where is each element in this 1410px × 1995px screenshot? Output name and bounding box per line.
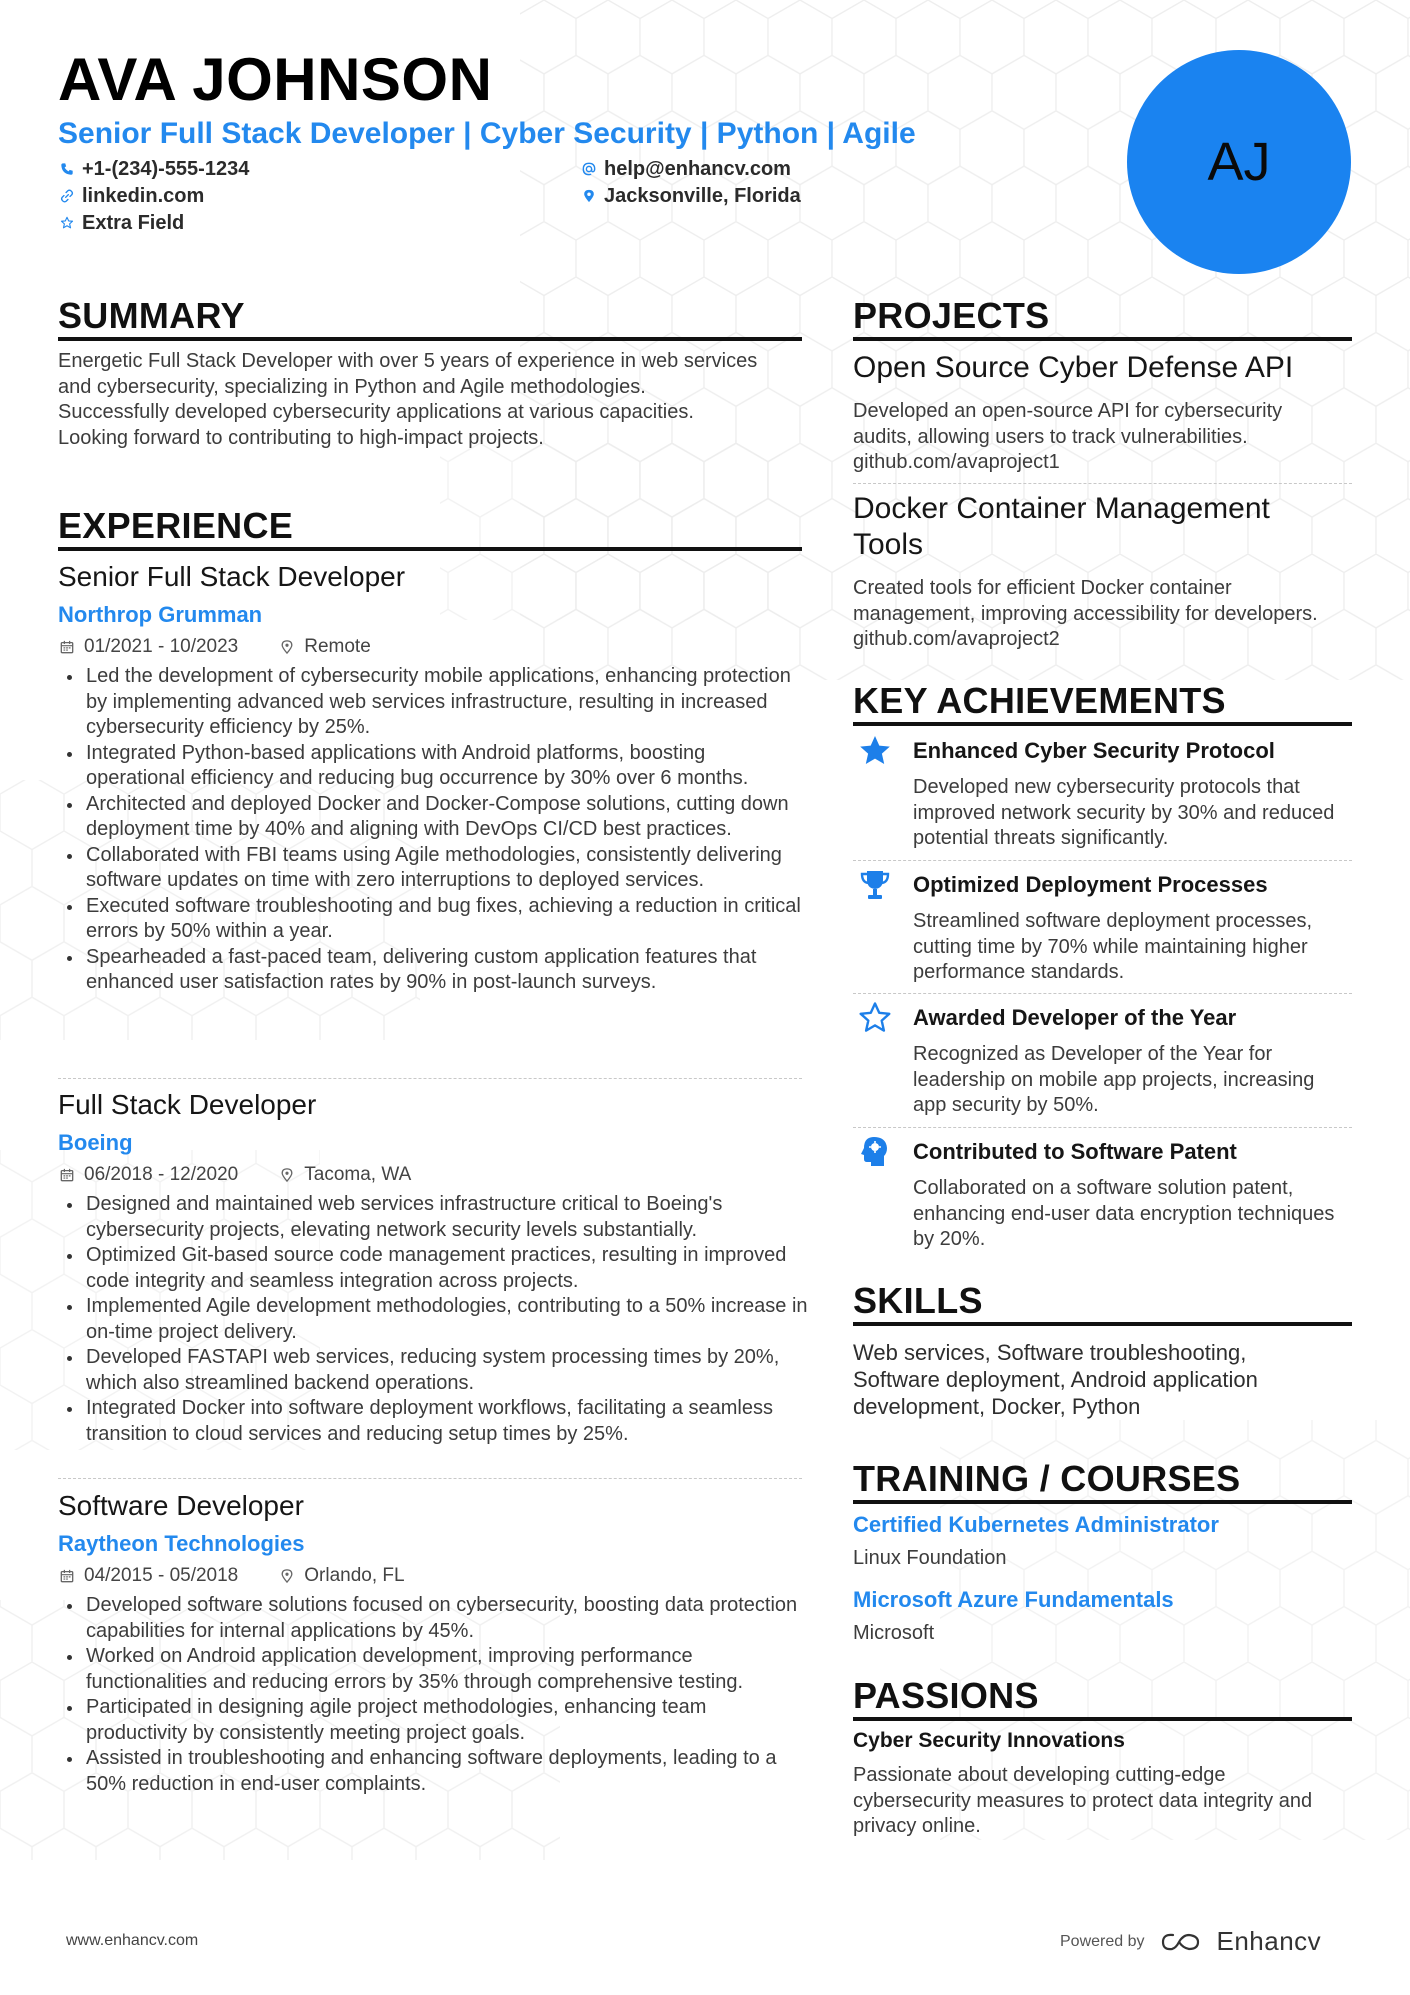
bullet-item: Implemented Agile development methodologies, contributing to a 50% increase in on-time project delivery.	[58, 1294, 808, 1345]
job-meta	[60, 1163, 411, 1187]
skills-divider	[853, 1322, 1352, 1326]
star-outline-icon	[857, 1000, 893, 1036]
bullet-item: Developed software solutions focused on cybersecurity, boosting data protection capabilities for internal applications by 45%.	[58, 1593, 808, 1644]
calendar-icon	[60, 639, 74, 655]
bullet-item: Collaborated with FBI teams using Agile methodologies, consistently delivering software updates on time with zero interruptions to deployed services.	[58, 843, 808, 894]
star-solid-icon	[857, 733, 893, 769]
enhancv-logo-icon	[1159, 1930, 1203, 1954]
contact-phone[interactable]	[60, 157, 249, 181]
avatar	[1127, 50, 1351, 274]
map-pin-icon	[280, 1167, 294, 1183]
summary-divider	[58, 337, 802, 341]
job-location: Remote	[304, 636, 371, 657]
achievement-separator	[853, 1127, 1352, 1128]
course-provider: Microsoft	[853, 1622, 935, 1644]
job-separator	[58, 1078, 802, 1079]
at-sign-icon	[582, 161, 596, 177]
training-divider	[853, 1500, 1352, 1504]
avatar-initials: AJ	[1207, 132, 1271, 192]
experience-divider	[58, 547, 802, 551]
job-bullets	[58, 1593, 808, 1797]
contact-linkedin[interactable]	[60, 184, 204, 208]
powered-by-text: Powered by	[1060, 1932, 1145, 1950]
job-title: Software Developer	[58, 1490, 304, 1521]
job-title: Full Stack Developer	[58, 1089, 317, 1120]
job-dates: 04/2015 - 05/2018	[84, 1565, 239, 1586]
achievement-title: Enhanced Cyber Security Protocol	[913, 738, 1275, 763]
summary-text: Energetic Full Stack Developer with over 5 years of experience in web services and cybersecurity, specializing in Python and Agile methodologies. Successfully developed cybersecurity applications at various capacities. Looking forward to contributing to high-impact projects.	[58, 350, 758, 449]
bullet-item: Assisted in troubleshooting and enhancing software deployments, leading to a 50% reduction in end-user complaints.	[58, 1746, 808, 1797]
course-provider: Linux Foundation	[853, 1547, 1007, 1569]
achievement-title: Awarded Developer of the Year	[913, 1005, 1237, 1030]
project-title: Open Source Cyber Defense API	[853, 351, 1294, 384]
job-company: Boeing	[58, 1130, 133, 1155]
job-separator	[58, 1478, 802, 1479]
project-description: Created tools for efficient Docker container management, improving accessibility for developers. github.com/avaproject2	[853, 577, 1318, 650]
map-pin-icon	[280, 1568, 294, 1584]
candidate-name: AVA JOHNSON	[58, 46, 493, 113]
skills-heading: SKILLS	[853, 1280, 983, 1321]
passions-divider	[853, 1717, 1352, 1721]
projects-heading: PROJECTS	[853, 295, 1050, 336]
job-bullets	[58, 664, 808, 996]
contact-location	[582, 184, 801, 208]
job-dates: 01/2021 - 10/2023	[84, 636, 239, 657]
head-idea-icon	[857, 1134, 893, 1170]
job-dates: 06/2018 - 12/2020	[84, 1164, 239, 1185]
map-pin-icon	[582, 188, 596, 204]
achievement-title: Optimized Deployment Processes	[913, 872, 1268, 897]
bullet-item: Spearheaded a fast-paced team, delivering custom application features that enhanced user satisfaction rates by 90% in post-launch surveys.	[58, 945, 808, 996]
training-heading: TRAINING / COURSES	[853, 1458, 1241, 1499]
extra-field-text: Extra Field	[82, 212, 185, 234]
job-title: Senior Full Stack Developer	[58, 561, 406, 592]
course-title: Certified Kubernetes Administrator	[853, 1512, 1219, 1537]
job-meta	[60, 1564, 405, 1588]
phone-icon	[60, 161, 74, 177]
star-outline-icon	[60, 215, 74, 231]
contact-email[interactable]	[582, 157, 791, 181]
bullet-item: Participated in designing agile project methodologies, enhancing team productivity by consistently meeting project goals.	[58, 1695, 808, 1746]
enhancv-brand-text: Enhancv	[1216, 1926, 1322, 1956]
job-location: Tacoma, WA	[304, 1164, 412, 1185]
achievement-separator	[853, 993, 1352, 994]
projects-divider	[853, 337, 1352, 341]
project-separator	[853, 483, 1352, 484]
achievement-title: Contributed to Software Patent	[913, 1139, 1237, 1164]
passion-description: Passionate about developing cutting-edge cybersecurity measures to protect data integrity and privacy online.	[853, 1764, 1313, 1837]
candidate-headline: Senior Full Stack Developer | Cyber Security | Python | Agile	[58, 117, 916, 150]
contact-extra-field	[60, 211, 184, 235]
job-location: Orlando, FL	[304, 1565, 405, 1586]
job-company: Northrop Grumman	[58, 602, 263, 627]
achievement-description: Streamlined software deployment processes, cutting time by 70% while maintaining higher performance standards.	[913, 910, 1313, 983]
trophy-icon	[857, 867, 893, 903]
bullet-item: Optimized Git-based source code management practices, resulting in improved code integrity and seamless integration across projects.	[58, 1243, 808, 1294]
job-bullets	[58, 1192, 808, 1447]
job-meta	[60, 635, 371, 659]
linkedin-text: linkedin.com	[82, 185, 205, 207]
passion-title: Cyber Security Innovations	[853, 1729, 1125, 1752]
bullet-item: Integrated Python-based applications with Android platforms, boosting operational efficiency and reducing bug occurrence by 30% over 6 months.	[58, 741, 808, 792]
project-description: Developed an open-source API for cybersecurity audits, allowing users to track vulnerabilities. github.com/avaproject1	[853, 400, 1283, 473]
experience-heading: EXPERIENCE	[58, 505, 294, 546]
email-text: help@enhancv.com	[604, 158, 791, 180]
footer-branding[interactable]	[1060, 1926, 1321, 1957]
bullet-item: Developed FASTAPI web services, reducing system processing times by 20%, which also streamlined backend operations.	[58, 1345, 808, 1396]
location-text: Jacksonville, Florida	[604, 185, 801, 207]
achievement-separator	[853, 860, 1352, 861]
calendar-icon	[60, 1167, 74, 1183]
achievement-description: Collaborated on a software solution patent, enhancing end-user data encryption techniques by 20%.	[913, 1177, 1335, 1250]
bullet-item: Worked on Android application development, improving performance functionalities and reducing errors by 35% through comprehensive testing.	[58, 1644, 808, 1695]
summary-heading: SUMMARY	[58, 295, 245, 336]
achievements-heading: KEY ACHIEVEMENTS	[853, 680, 1226, 721]
bullet-item: Executed software troubleshooting and bug fixes, achieving a reduction in critical errors by 50% within a year.	[58, 894, 808, 945]
job-company: Raytheon Technologies	[58, 1531, 305, 1556]
passions-heading: PASSIONS	[853, 1675, 1039, 1716]
bullet-item: Integrated Docker into software deployment workflows, facilitating a seamless transition to cloud services and reducing setup times by 25%.	[58, 1396, 808, 1447]
bullet-item: Architected and deployed Docker and Docker-Compose solutions, cutting down deployment time by 40% and aligning with DevOps CI/CD best practices.	[58, 792, 808, 843]
project-title: Docker Container Management Tools	[853, 492, 1270, 561]
achievements-divider	[853, 722, 1352, 726]
footer-website[interactable]: www.enhancv.com	[66, 1932, 199, 1949]
calendar-icon	[60, 1568, 74, 1584]
link-icon	[60, 188, 74, 204]
bullet-item: Led the development of cybersecurity mobile applications, enhancing protection by implementing advanced web services infrastructure, resulting in increased cybersecurity efficiency by 25%.	[58, 664, 808, 741]
map-pin-icon	[280, 639, 294, 655]
bullet-item: Designed and maintained web services infrastructure critical to Boeing's cybersecurity projects, elevating network security levels substantially.	[58, 1192, 808, 1243]
phone-text: +1-(234)-555-1234	[82, 158, 250, 180]
achievement-description: Recognized as Developer of the Year for leadership on mobile app projects, increasing app security by 50%.	[913, 1043, 1315, 1116]
skills-list: Web services, Software troubleshooting, Software deployment, Android application development, Docker, Python	[853, 1340, 1258, 1419]
achievement-description: Developed new cybersecurity protocols that improved network security by 30% and reduced potential threats significantly.	[913, 776, 1335, 849]
course-title: Microsoft Azure Fundamentals	[853, 1587, 1174, 1612]
